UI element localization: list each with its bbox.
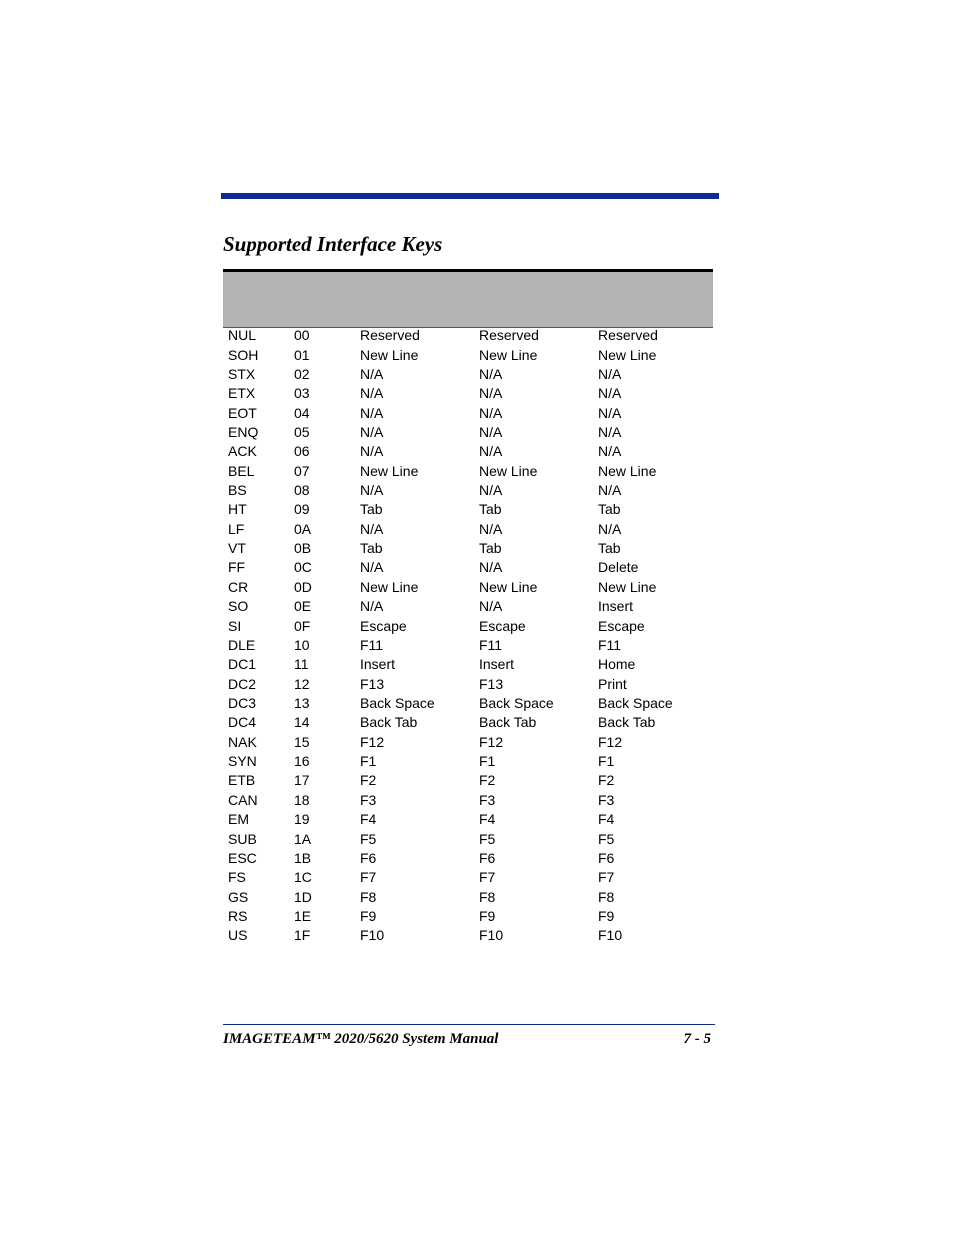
- table-row: [223, 481, 713, 500]
- table-cell: N/A: [479, 520, 503, 537]
- table-cell: Back Tab: [360, 714, 418, 731]
- table-cell: New Line: [479, 578, 538, 595]
- table-cell: 13: [294, 695, 310, 711]
- table-row: [223, 655, 713, 674]
- table-cell: F1: [360, 753, 377, 770]
- table-cell: F10: [479, 927, 504, 944]
- table-cell: F5: [360, 830, 377, 847]
- table-cell: F9: [598, 907, 615, 924]
- table-row: [223, 733, 713, 752]
- table-cell: ENQ: [228, 423, 259, 440]
- top-accent-bar: [221, 193, 719, 199]
- interface-keys-table: [223, 326, 713, 946]
- table-cell: Tab: [360, 501, 383, 518]
- table-cell: 1B: [294, 849, 312, 866]
- table-cell: 09: [294, 501, 310, 518]
- table-cell: 01: [294, 346, 310, 363]
- table-cell: ETX: [228, 385, 256, 402]
- table-cell: 12: [294, 675, 310, 692]
- table-cell: Tab: [479, 540, 502, 557]
- table-cell: F10: [360, 927, 385, 944]
- footer-manual-title: IMAGETEAM™ 2020/5620 System Manual: [223, 1031, 499, 1047]
- table-cell: F9: [360, 907, 377, 924]
- table-cell: F11: [360, 636, 384, 653]
- table-row: [223, 462, 713, 481]
- table-cell: EM: [228, 811, 249, 828]
- table-cell: DC1: [228, 656, 257, 673]
- footer-rule: [223, 1024, 715, 1025]
- table-cell: FS: [228, 869, 246, 886]
- table-row: [223, 694, 713, 713]
- table-row: [223, 578, 713, 597]
- table-cell: 0B: [294, 540, 312, 557]
- table-cell: N/A: [360, 598, 384, 615]
- table-cell: Back Space: [598, 695, 673, 711]
- table-cell: N/A: [479, 365, 503, 382]
- table-row: [223, 520, 713, 539]
- table-row: [223, 752, 713, 771]
- table-cell: N/A: [360, 520, 384, 537]
- table-cell: 1C: [294, 869, 312, 886]
- footer-page-number: 7 - 5: [683, 1031, 711, 1047]
- table-cell: F6: [598, 849, 615, 866]
- table-cell: Escape: [360, 617, 407, 634]
- table-row: [223, 326, 713, 345]
- table-cell: DC3: [228, 695, 257, 711]
- table-cell: N/A: [479, 559, 503, 576]
- table-cell: 02: [294, 365, 310, 382]
- table-cell: SYN: [228, 753, 257, 770]
- table-cell: Back Space: [360, 695, 435, 711]
- table-cell: 0F: [294, 617, 311, 634]
- table-cell: STX: [228, 365, 256, 382]
- table-cell: F4: [479, 811, 496, 828]
- section-title: Supported Interface Keys: [223, 232, 443, 256]
- table-cell: DLE: [228, 636, 256, 653]
- table-cell: F3: [360, 791, 377, 808]
- table-cell: F12: [479, 733, 504, 750]
- table-cell: BS: [228, 482, 247, 499]
- table-cell: Back Tab: [598, 714, 656, 731]
- table-row: [223, 907, 713, 926]
- table-cell: F1: [479, 753, 496, 770]
- table-cell: New Line: [360, 346, 419, 363]
- table-cell: CR: [228, 578, 249, 595]
- table-cell: 18: [294, 791, 310, 808]
- table-cell: New Line: [360, 462, 419, 479]
- table-cell: 07: [294, 462, 310, 479]
- table-cell: Reserved: [598, 327, 658, 344]
- table-row: [223, 791, 713, 810]
- table-cell: Home: [598, 656, 636, 673]
- table-cell: N/A: [598, 520, 622, 537]
- table-cell: 1A: [294, 830, 312, 847]
- table-row: [223, 771, 713, 790]
- table-cell: 11: [294, 656, 309, 673]
- table-cell: New Line: [479, 462, 538, 479]
- table-body: [223, 326, 713, 946]
- table-row: [223, 384, 713, 403]
- table-cell: Delete: [598, 559, 639, 576]
- table-row: [223, 810, 713, 829]
- table-cell: SUB: [228, 830, 257, 847]
- table-cell: F7: [598, 869, 615, 886]
- table-cell: N/A: [479, 443, 503, 460]
- table-cell: BEL: [228, 462, 255, 479]
- table-cell: F6: [479, 849, 496, 866]
- table-row: [223, 868, 713, 887]
- table-cell: EOT: [228, 404, 257, 421]
- table-cell: SI: [228, 617, 242, 634]
- table-cell: Insert: [598, 598, 634, 615]
- table-cell: CAN: [228, 791, 258, 808]
- table-cell: N/A: [360, 559, 384, 576]
- table-cell: F6: [360, 849, 377, 866]
- table-cell: Tab: [598, 540, 621, 557]
- table-cell: 03: [294, 385, 310, 402]
- table-cell: 0C: [294, 559, 312, 576]
- table-cell: F3: [598, 791, 615, 808]
- table-row: [223, 365, 713, 384]
- table-cell: 15: [294, 733, 310, 750]
- table-cell: F2: [598, 772, 615, 789]
- table-cell: N/A: [598, 404, 622, 421]
- table-cell: F12: [598, 733, 623, 750]
- table-cell: RS: [228, 907, 248, 924]
- table-cell: 06: [294, 443, 310, 460]
- table-cell: NUL: [228, 327, 257, 344]
- table-cell: F13: [479, 675, 504, 692]
- table-cell: N/A: [598, 482, 622, 499]
- table-cell: New Line: [479, 346, 538, 363]
- table-row: [223, 597, 713, 616]
- table-cell: N/A: [360, 385, 384, 402]
- table-cell: N/A: [598, 443, 622, 460]
- table-cell: N/A: [360, 443, 384, 460]
- table-cell: F7: [360, 869, 377, 886]
- table-row: [223, 423, 713, 442]
- table-row: [223, 442, 713, 461]
- table-cell: New Line: [598, 346, 657, 363]
- table-row: [223, 500, 713, 519]
- table-cell: N/A: [360, 482, 384, 499]
- table-cell: N/A: [360, 365, 384, 382]
- table-cell: NAK: [228, 733, 257, 750]
- table-cell: F2: [360, 772, 377, 789]
- table-cell: F10: [598, 927, 623, 944]
- table-cell: F1: [598, 753, 615, 770]
- table-cell: F13: [360, 675, 385, 692]
- table-cell: F12: [360, 733, 385, 750]
- table-row: [223, 713, 713, 732]
- table-cell: F5: [598, 830, 615, 847]
- table-cell: Tab: [598, 501, 621, 518]
- table-cell: DC2: [228, 675, 257, 692]
- table-cell: HT: [228, 501, 247, 518]
- table-cell: New Line: [360, 578, 419, 595]
- table-cell: New Line: [598, 462, 657, 479]
- table-cell: 0E: [294, 598, 312, 615]
- table-cell: F11: [598, 636, 622, 653]
- table-row: [223, 616, 713, 635]
- table-cell: F4: [598, 811, 615, 828]
- table-cell: Insert: [479, 656, 515, 673]
- table-row: [223, 539, 713, 558]
- table-header: [223, 272, 713, 328]
- table-cell: 0D: [294, 578, 312, 595]
- table-cell: GS: [228, 888, 249, 905]
- table-cell: N/A: [598, 423, 622, 440]
- table-cell: 1F: [294, 927, 311, 944]
- table-cell: 08: [294, 482, 310, 499]
- table-cell: 1E: [294, 907, 312, 924]
- table-cell: 04: [294, 404, 310, 421]
- table-cell: 10: [294, 636, 310, 653]
- table-cell: N/A: [360, 423, 384, 440]
- table-row: [223, 403, 713, 422]
- table-row: [223, 674, 713, 693]
- table-cell: 14: [294, 714, 310, 731]
- table-cell: F9: [479, 907, 496, 924]
- table-cell: N/A: [598, 365, 622, 382]
- table-row: [223, 926, 713, 945]
- table-cell: N/A: [479, 423, 503, 440]
- table-cell: N/A: [479, 598, 503, 615]
- table-cell: 0A: [294, 520, 312, 537]
- table-cell: 16: [294, 753, 310, 770]
- table-row: [223, 636, 713, 655]
- table-row: [223, 558, 713, 577]
- table-cell: 05: [294, 423, 310, 440]
- table-row: [223, 887, 713, 906]
- table-cell: Back Tab: [479, 714, 537, 731]
- table-cell: Reserved: [360, 327, 420, 344]
- table-cell: F5: [479, 830, 496, 847]
- table-cell: N/A: [598, 385, 622, 402]
- table-cell: LF: [228, 520, 245, 537]
- table-cell: Print: [598, 675, 627, 692]
- table-cell: Back Space: [479, 695, 554, 711]
- table-cell: DC4: [228, 714, 257, 731]
- table-cell: F8: [598, 888, 615, 905]
- table-cell: ACK: [228, 443, 257, 460]
- table-cell: Tab: [479, 501, 502, 518]
- table-cell: Insert: [360, 656, 396, 673]
- table-row: [223, 849, 713, 868]
- table-cell: N/A: [360, 404, 384, 421]
- table-cell: New Line: [598, 578, 657, 595]
- table-cell: Escape: [479, 617, 526, 634]
- table-row: [223, 829, 713, 848]
- table-cell: F4: [360, 811, 377, 828]
- table-cell: N/A: [479, 385, 503, 402]
- table-cell: F7: [479, 869, 496, 886]
- table-cell: ESC: [228, 849, 257, 866]
- table-cell: ETB: [228, 772, 256, 789]
- table-cell: F8: [479, 888, 496, 905]
- table-cell: F2: [479, 772, 496, 789]
- table-cell: F3: [479, 791, 496, 808]
- table-cell: Escape: [598, 617, 645, 634]
- table-cell: Reserved: [479, 327, 539, 344]
- table-row: [223, 345, 713, 364]
- table-cell: 1D: [294, 888, 312, 905]
- table-cell: 17: [294, 772, 310, 789]
- table-cell: SOH: [228, 346, 259, 363]
- table-cell: 19: [294, 811, 310, 828]
- table-cell: F8: [360, 888, 377, 905]
- table-cell: US: [228, 927, 248, 944]
- table-cell: 00: [294, 327, 310, 344]
- table-cell: FF: [228, 559, 246, 576]
- table-cell: Tab: [360, 540, 383, 557]
- table-cell: N/A: [479, 404, 503, 421]
- table-cell: VT: [228, 540, 246, 557]
- table-cell: F11: [479, 636, 503, 653]
- table-cell: SO: [228, 598, 249, 615]
- table-cell: N/A: [479, 482, 503, 499]
